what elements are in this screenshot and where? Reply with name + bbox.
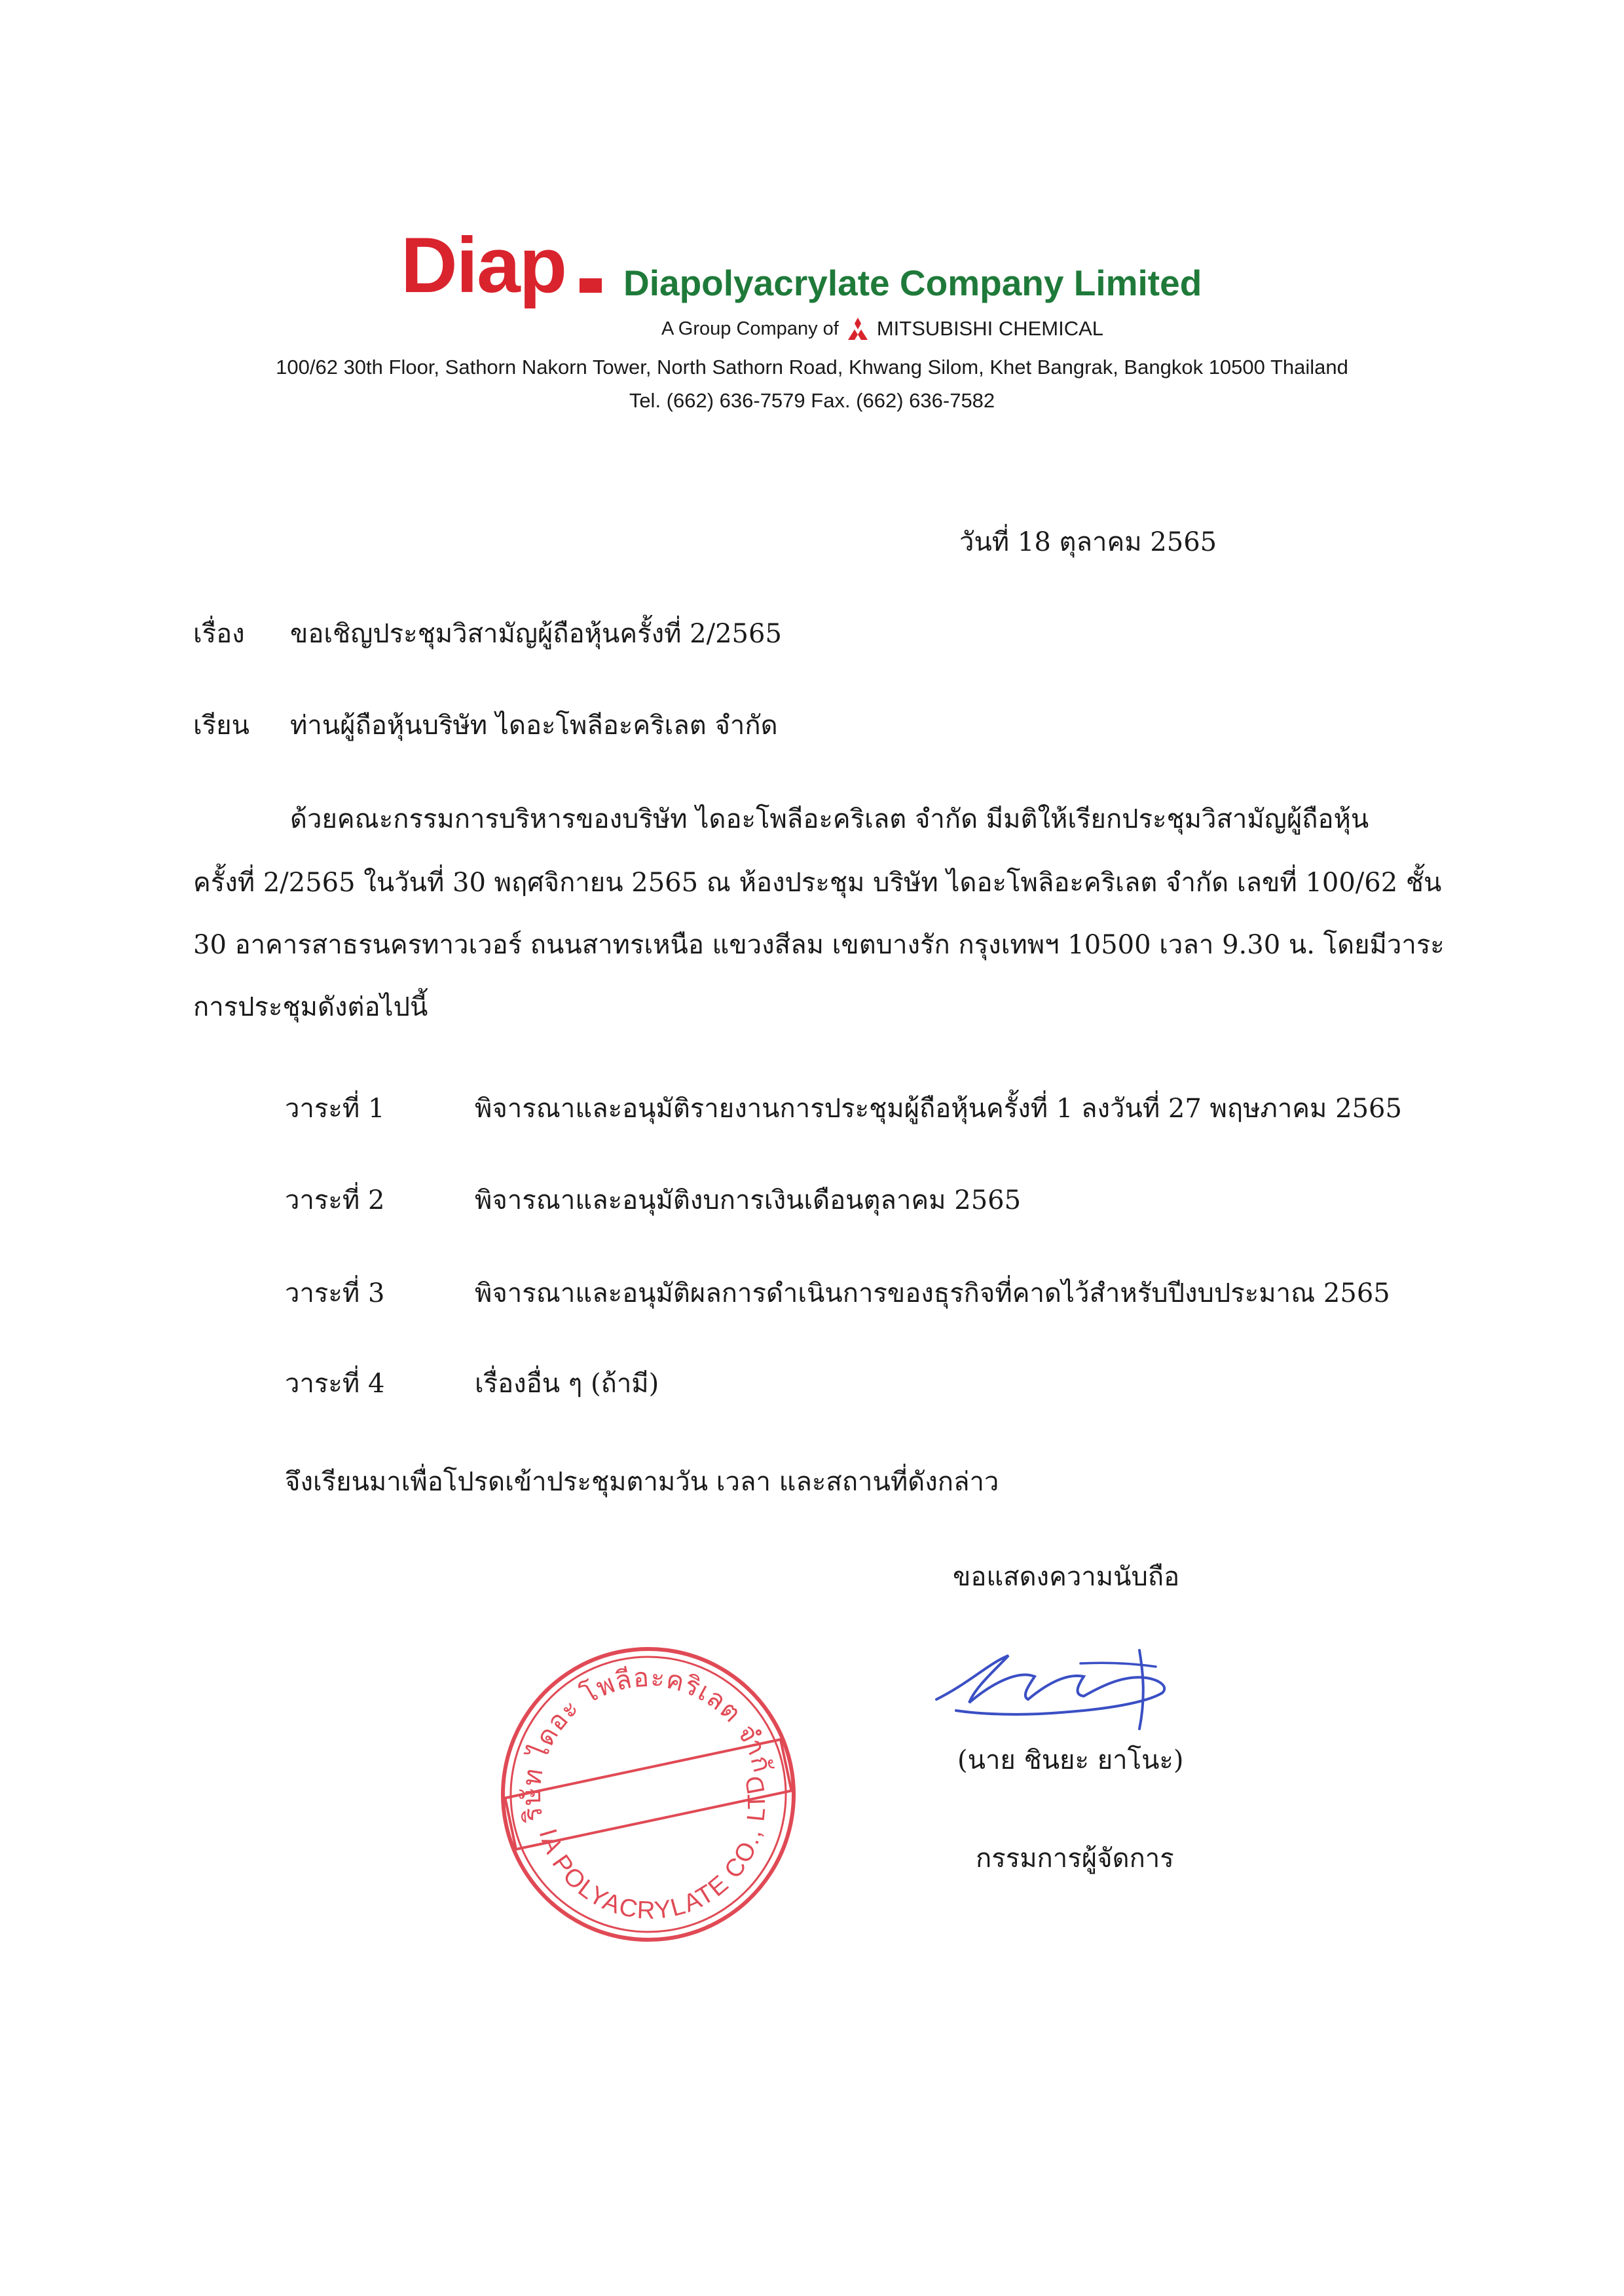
subject-text: ขอเชิญประชุมวิสามัญผู้ถือหุ้นครั้งที่ 2/2565 [290, 619, 782, 649]
logo-dot-mark [580, 278, 602, 293]
group-company-line [661, 317, 1103, 341]
group-company-name: MITSUBISHI CHEMICAL [876, 317, 1104, 340]
agenda-text: พิจารณาและอนุมัติงบการเงินเดือนตุลาคม 2565 [475, 1185, 1022, 1215]
agenda-text: พิจารณาและอนุมัติผลการดำเนินการของธุรกิจที่คาดไว้สำหรับปีงบประมาณ 2565 [475, 1278, 1390, 1308]
agenda-label: วาระที่ 2 [285, 1185, 385, 1215]
body-line: ด้วยคณะกรรมการบริหารของบริษัท ไดอะโพลีอะคริเลต จำกัด มีมติให้เรียกประชุมวิสามัญผู้ถือหุ้น [290, 804, 1369, 834]
to-label: เรียน [193, 711, 249, 741]
company-address: 100/62 30th Floor, Sathorn Nakorn Tower, North Sathorn Road, Khwang Silom, Khet Bangrak, Bangkok 10500 Thailand [276, 356, 1348, 379]
company-seal-stamp [494, 1640, 802, 1948]
signature-scribble [930, 1637, 1205, 1735]
body-line: 30 อาคารสาธรนครทาวเวอร์ ถนนสาทรเหนือ แขวงสีลม เขตบางรัก กรุงเทพฯ 10500 เวลา 9.30 น. โดยมีวาระ [193, 930, 1445, 960]
mitsubishi-diamonds-icon [845, 318, 870, 340]
signer-title: กรรมการผู้จัดการ [976, 1843, 1174, 1874]
company-logo: Diap [401, 221, 566, 309]
signer-name: (นาย ชินยะ ยาโนะ) [957, 1745, 1184, 1775]
to-text: ท่านผู้ถือหุ้นบริษัท ไดอะโพลีอะคริเลต จำกัด [290, 711, 778, 741]
agenda-text: พิจารณาและอนุมัติรายงานการประชุมผู้ถือหุ้นครั้งที่ 1 ลงวันที่ 27 พฤษภาคม 2565 [475, 1094, 1402, 1124]
letter-date: วันที่ 18 ตุลาคม 2565 [959, 527, 1217, 557]
agenda-label: วาระที่ 1 [285, 1094, 385, 1124]
body-line: ครั้งที่ 2/2565 ในวันที่ 30 พฤศจิกายน 2565 ณ ห้องประชุม บริษัท ไดอะโพลิอะคริเลต จำกัด เลขที่ 100/62 ชั้น [193, 868, 1442, 898]
agenda-label: วาระที่ 4 [285, 1369, 385, 1399]
agenda-text: เรื่องอื่น ๆ (ถ้ามี) [475, 1369, 659, 1399]
stamp-thai-text: บริษัท ไดอะ โพลีอะคริเลต จำกัด [516, 1662, 778, 1824]
subject-label: เรื่อง [193, 619, 245, 649]
closing-line: จึงเรียนมาเพื่อโปรดเข้าประชุมตามวัน เวลา และสถานที่ดังกล่าว [285, 1467, 999, 1497]
agenda-label: วาระที่ 3 [285, 1278, 385, 1308]
company-name: Diapolyacrylate Company Limited [623, 263, 1202, 303]
regards-text: ขอแสดงความนับถือ [953, 1562, 1180, 1592]
group-prefix: A Group Company of [661, 318, 839, 339]
body-line: การประชุมดังต่อไปนี้ [193, 992, 428, 1022]
stamp-english-text: DIA POLYACRYLATE CO., LTD. [533, 1772, 771, 1925]
company-contact: Tel. (662) 636-7579 Fax. (662) 636-7582 [629, 389, 995, 412]
